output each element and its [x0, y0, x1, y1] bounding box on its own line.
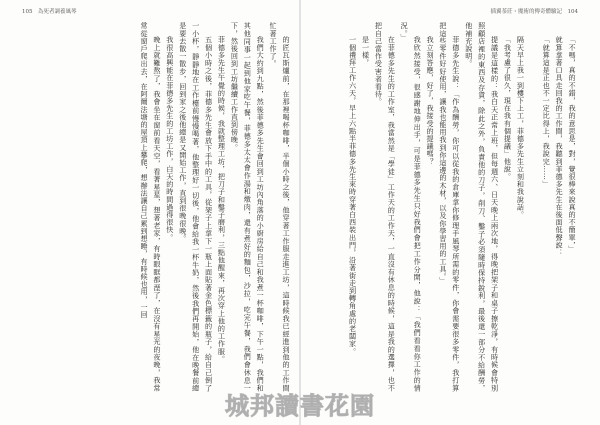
paragraph: 菲德多先生午覺的時候，我就整理工坊，把刀子和鑿子磨利，三點他醒來，再次穿上他的工作服。: [217, 36, 227, 363]
paragraph: 我欣然接受，很感謝地伸出手，可是菲德多先生只好我們會把工作分開，他說：「我們看看你工作的情況。」: [400, 22, 423, 392]
left-page: [22, 22, 292, 392]
paragraph: 在菲德多先生的工作室，我當然是「學徒」工作天的工作天，一直沒有休息的時候，這是我的選擇，也不把自己當作受害者看待。: [374, 22, 397, 392]
paragraph: 是一樣，: [361, 36, 371, 67]
paragraph: 一個禮拜工作六天，早上六點半菲德多先生來時穿著白西裝出門，沿著街走到轉角處的老闆家。: [348, 36, 358, 356]
paragraph: 就算拿著口具走回我的工作間，我聽到菲德多先生在後面低聲說：: [555, 36, 565, 257]
book-gutter: [299, 0, 301, 425]
paragraph: 我很高興能在菲德多先生的工坊工作，白天的時間過得很快。: [165, 36, 175, 242]
paragraph: 菲德多先生說：「作為酬勞，你可以從我的倉庫拿你修理手風琴所需的零件，你會需要很多零件，我打算把這些零件好好使用，讓我也能用我到你這邊的木材，以及你學習用的工具。」: [438, 22, 461, 392]
paragraph: 我立刻答應，好了，我接受的提議嗎？: [426, 36, 436, 166]
paragraph: 提議是這樣的：我白天正常上班，但每週六、日天晚上兩次地，得晚把架子和桌子擦乾淨，有時候會特別照顧店裡的東西及存貨，除此之外，負責他的刀子，削刀、鑿子必須隨時保持銳利，最後還一部分不給酬勞，他補充說明。: [464, 22, 500, 392]
paragraph: 「我考慮了很久，現在我有個提議」他說。: [503, 36, 513, 181]
right-page-text: [308, 22, 578, 392]
running-header-left: 105 為死者調養風琴: [22, 9, 77, 15]
watermark-logo: 城邦讀書花園: [225, 392, 375, 420]
paragraph: 我們大約到九點，然後菲德多先生會回到工坊內角落的小廚房給自己和我煮一杯咖啡，下午一點，我們和其他同事一起到他家吃午餐，菲德多太太會作湯和燉肉，還有煮好的麵包，沙拉，吃完午餐，我們會休息一下，然後回到工坊繼續工作直到傍晚。: [230, 22, 266, 392]
paragraph: 的匠瓦斯爐前，在那裡喝杯咖啡，半個小時之後，他穿著工作服走進工坊，這時候我已經進到他的工作間忙著工作了。: [269, 22, 291, 392]
paragraph: 隔天早上我一到樓下上工，菲德多先生立刻和我說話。: [516, 36, 526, 219]
paragraph: 「不嗎，真的不錯，我的意思是，對，覺很棒來說真的不簡單，」: [568, 36, 577, 254]
paragraph: 「就算這是正也不一定比得上，我說完……」: [542, 36, 552, 189]
paragraph: [526, 22, 539, 392]
paragraph: 晚上就難熬了，我會坐在窗前看天空，看著星星，想著老家，有時眼眶都溼了，在沒有星光的夜晚，我常常從窗戶爬出去，在阿爾法塘的屋頂上攀爬，想辦法讓自己累到想睡，有時候也用，一回: [140, 22, 162, 392]
left-page-text: [22, 22, 292, 392]
paragraph: 五個小時之後，菲德多先生會放下手中的工具，從架子上拿下一瓶上面貼著金色標籤的瓶子，給自己倒了一小杯，靜靜地在工作檯前慢慢喝著，他整理好一切後，他會給我一杯牛奶，然後我們再開始，他在晚餐前總是要去散一散步，回到家之後他總是又開始工作，直到很晚很晚。: [178, 22, 214, 392]
running-header-right: 插翼茶莊・魔術的傳奇體驗記 104: [490, 9, 578, 15]
right-page: [308, 22, 578, 392]
